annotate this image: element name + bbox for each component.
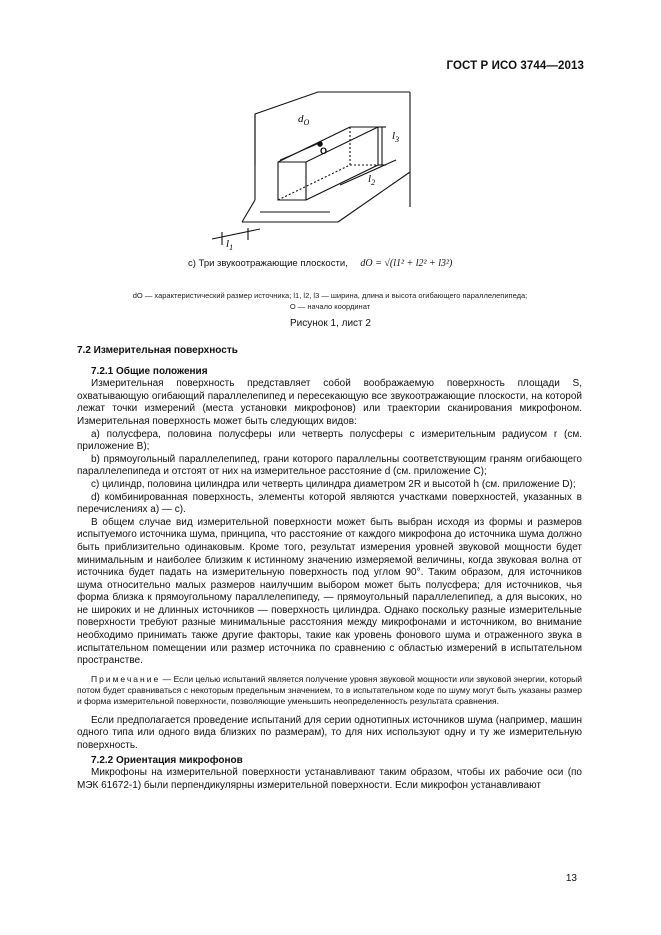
- l1-label: $l_1$: [226, 238, 234, 252]
- l3-label: $l_3$: [392, 130, 400, 144]
- figure-legend: [80, 290, 580, 312]
- heading-7-2-2: 7.2.2 Ориентация микрофонов: [91, 754, 243, 766]
- note-label: Примечание: [91, 673, 161, 684]
- paragraph-surface-choice: В общем случае вид измерительной поверхности может быть выбран исходя из формы и размеров испытуемого источника шума, принципа, что расстояние от каждого микрофона до источника шума должно быть приблизительно одинаковым. Кроме того, результат измерения уровней звуковой мощности будет минимальным и наиболее близким к истинному значению измеряемой величины, когда звуковая волна от источника будет падать на измерительную поверхность под углом 90°. Таким образом, для источников шума относительно малых размеров наилучшим выбором может быть полусфера; для источников, чья форма близка к прямоугольному параллелепипеду, — прямоугольный параллелепипед, а для высоких, но не широких и не длинных источников — поверхность цилиндра. Однако поскольку разные измерительные поверхности требуют разные минимальные расстояния между микрофонами и источником, во внимание необходимо принимать также другие факторы, такие как уровень фонового шума и отраженного звука в испытательном помещении или размер источника по сравнению с областью измерений в испытательном пространстве.: [77, 516, 582, 667]
- legend-line-2: O — начало координат: [289, 302, 371, 311]
- page-number: 13: [565, 873, 577, 884]
- parallelepiped-diagram: [160, 82, 420, 262]
- note-text: — Если целью испытаний является получение уровня звуковой мощности или звуковой энергии, который потом будет сравниваться с некоторым предельным значением, то в испытательном коде по шуму могут быть указаны размер и форма измерительной поверхности, позволяющие уменьшить неопределенность результата сравнения.: [77, 673, 582, 706]
- caption-c-text: c) Три звукоотражающие плоскости,: [188, 258, 348, 269]
- list-item-c: c) цилиндр, половина цилиндра или четверть цилиндра диаметром 2R и высотой h (см. приложение D);: [91, 478, 576, 490]
- figure-parallelepiped: [160, 82, 420, 262]
- origin-label: O: [320, 146, 328, 156]
- d0-label: $d_O$: [298, 113, 310, 127]
- figure-title: Рисунок 1, лист 2: [290, 318, 371, 329]
- legend-line-1: dO — характеристический размер источника; l1, l2, l3 — ширина, длина и высота огибающего параллелепипеда;: [132, 291, 528, 300]
- paragraph-measurement-surface: Измерительная поверхность представляет собой воображаемую поверхность площади S, охватывающую огибающий параллелепипед и пересекающую все звукоотражающие плоскости, на которой лежат точки измерений (места установки микрофонов) или траектории сканирования микрофоном. Измерительная поверхность может быть следующих видов:: [77, 378, 582, 427]
- standard-header: ГОСТ Р ИСО 3744—2013: [446, 60, 584, 72]
- figure-caption-c: [188, 258, 452, 269]
- paragraph-microphone-orientation: Микрофоны на измерительной поверхности устанавливают таким образом, чтобы их рабочие оси (по МЭК 61672-1) были перпендикулярны измерительной поверхности. Если микрофон устанавливают: [77, 767, 582, 791]
- note: [77, 674, 582, 707]
- l2-label: $l_2$: [368, 173, 376, 187]
- d0-formula: dO = √(l1² + l2² + l3²): [360, 258, 453, 269]
- list-item-d: d) комбинированная поверхность, элементы которой являются участками поверхностей, указанных в перечислениях a) — c).: [77, 491, 582, 516]
- heading-7-2-1: 7.2.1 Общие положения: [91, 365, 208, 377]
- list-item-b: b) прямоугольный параллелепипед, грани которого параллельны соответствующим граням огибающего параллелепипеда и отстоят от них на измерительное расстояние d (см. приложение C);: [77, 453, 582, 478]
- paragraph-series: Если предполагается проведение испытаний для серии однотипных источников шума (например, машин одного типа или одного вида близких по размерам), то для них используют одну и ту же измерительную поверхность.: [77, 714, 582, 752]
- heading-7-2: 7.2 Измерительная поверхность: [77, 345, 238, 356]
- section-body: [77, 345, 582, 792]
- list-item-a: a) полусфера, половина полусферы или четверть полусферы с измерительным радиусом r (см. приложение B);: [77, 428, 582, 453]
